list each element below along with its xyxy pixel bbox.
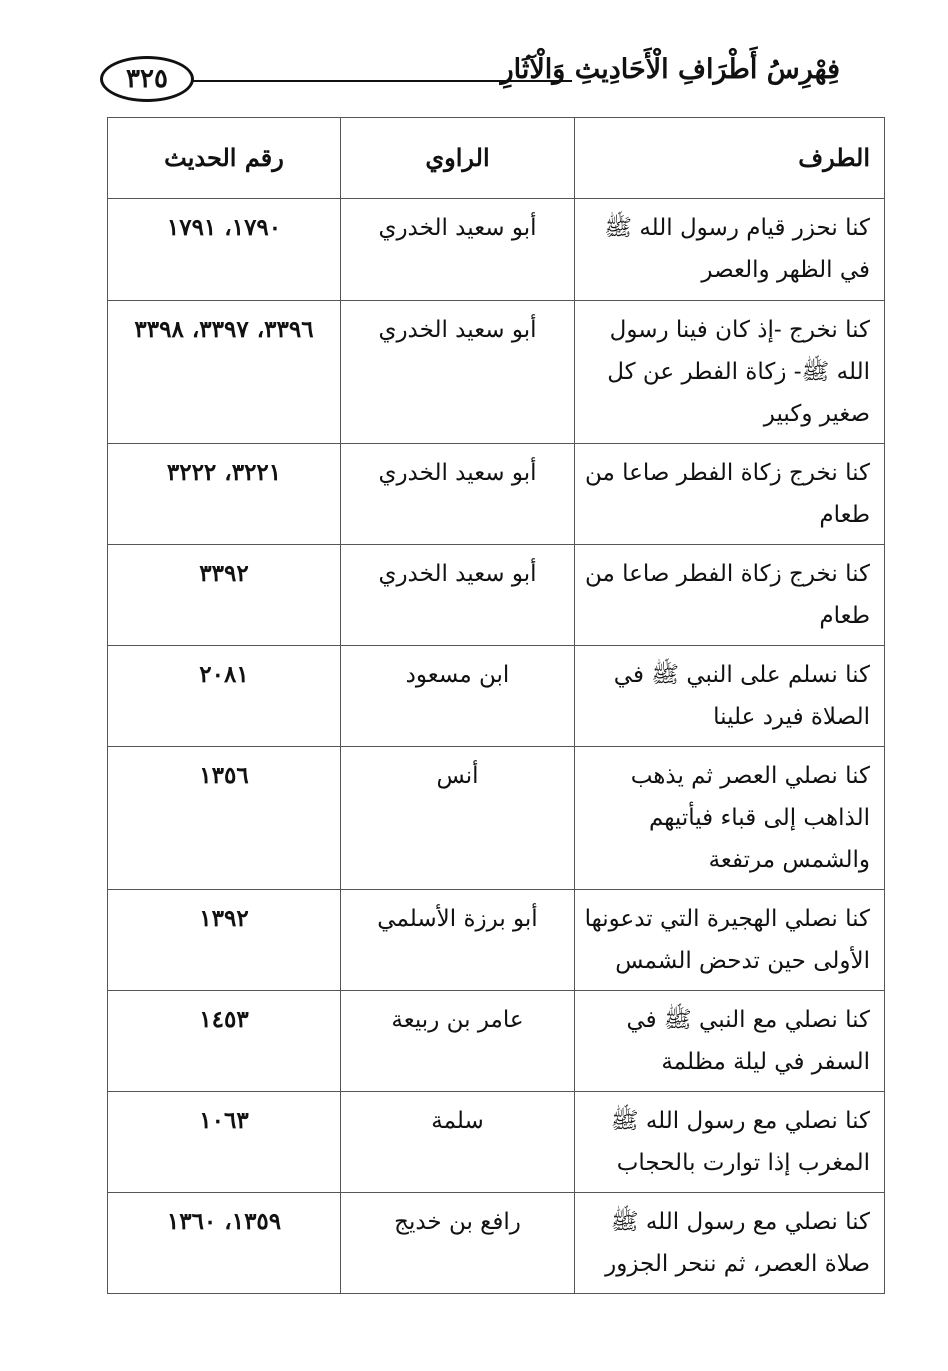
column-header-number: رقم الحديث (108, 118, 341, 199)
cell-rawi: أبو سعيد الخدري (341, 301, 575, 444)
page-title: فِهْرِسُ أَطْرَافِ الْأَحَادِيثِ وَالْآثَارِ (500, 54, 840, 85)
cell-tarf: كنا نخرج -إذ كان فينا رسول الله ﷺ- زكاة الفطر عن كل صغير وكبير (575, 301, 885, 444)
table-row (108, 1092, 885, 1193)
page-header (100, 52, 840, 114)
column-header-tarf: الطرف (575, 118, 885, 199)
cell-rawi: أبو سعيد الخدري (341, 199, 575, 301)
cell-tarf: كنا نصلي مع رسول الله ﷺ صلاة العصر، ثم ننحر الجزور (575, 1193, 885, 1294)
cell-number: ١٠٦٣ (108, 1092, 341, 1193)
table-header-row (108, 118, 885, 199)
cell-rawi: سلمة (341, 1092, 575, 1193)
table-row (108, 199, 885, 301)
cell-number: ٣٢٢١، ٣٢٢٢ (108, 444, 341, 545)
cell-tarf: كنا نخرج زكاة الفطر صاعا من طعام (575, 444, 885, 545)
cell-number: ١٣٥٩، ١٣٦٠ (108, 1193, 341, 1294)
cell-number: ١٧٩٠، ١٧٩١ (108, 199, 341, 301)
cell-tarf: كنا نسلم على النبي ﷺ في الصلاة فيرد علينا (575, 646, 885, 747)
cell-tarf: كنا نصلي العصر ثم يذهب الذاهب إلى قباء فيأتيهم والشمس مرتفعة (575, 747, 885, 890)
table-row (108, 646, 885, 747)
cell-rawi: أنس (341, 747, 575, 890)
cell-rawi: أبو برزة الأسلمي (341, 890, 575, 991)
page-number: ٣٢٥ (100, 56, 194, 102)
cell-rawi: رافع بن خديج (341, 1193, 575, 1294)
cell-tarf: كنا نصلي مع رسول الله ﷺ المغرب إذا توارت بالحجاب (575, 1092, 885, 1193)
cell-number: ٣٣٩٦، ٣٣٩٧، ٣٣٩٨ (108, 301, 341, 444)
table-row (108, 301, 885, 444)
cell-tarf: كنا نصلي مع النبي ﷺ في السفر في ليلة مظلمة (575, 991, 885, 1092)
table-row (108, 747, 885, 890)
table-row (108, 991, 885, 1092)
cell-rawi: ابن مسعود (341, 646, 575, 747)
cell-number: ٢٠٨١ (108, 646, 341, 747)
table-row (108, 545, 885, 646)
column-header-rawi: الراوي (341, 118, 575, 199)
table-row (108, 890, 885, 991)
cell-rawi: أبو سعيد الخدري (341, 545, 575, 646)
cell-tarf: كنا نحزر قيام رسول الله ﷺ في الظهر والعصر (575, 199, 885, 301)
cell-rawi: عامر بن ربيعة (341, 991, 575, 1092)
cell-tarf: كنا نصلي الهجيرة التي تدعونها الأولى حين تدحض الشمس (575, 890, 885, 991)
cell-number: ١٤٥٣ (108, 991, 341, 1092)
cell-number: ١٣٩٢ (108, 890, 341, 991)
hadith-index-table (107, 117, 885, 1294)
cell-tarf: كنا نخرج زكاة الفطر صاعا من طعام (575, 545, 885, 646)
cell-rawi: أبو سعيد الخدري (341, 444, 575, 545)
cell-number: ٣٣٩٢ (108, 545, 341, 646)
table-row (108, 444, 885, 545)
cell-number: ١٣٥٦ (108, 747, 341, 890)
table-row (108, 1193, 885, 1294)
